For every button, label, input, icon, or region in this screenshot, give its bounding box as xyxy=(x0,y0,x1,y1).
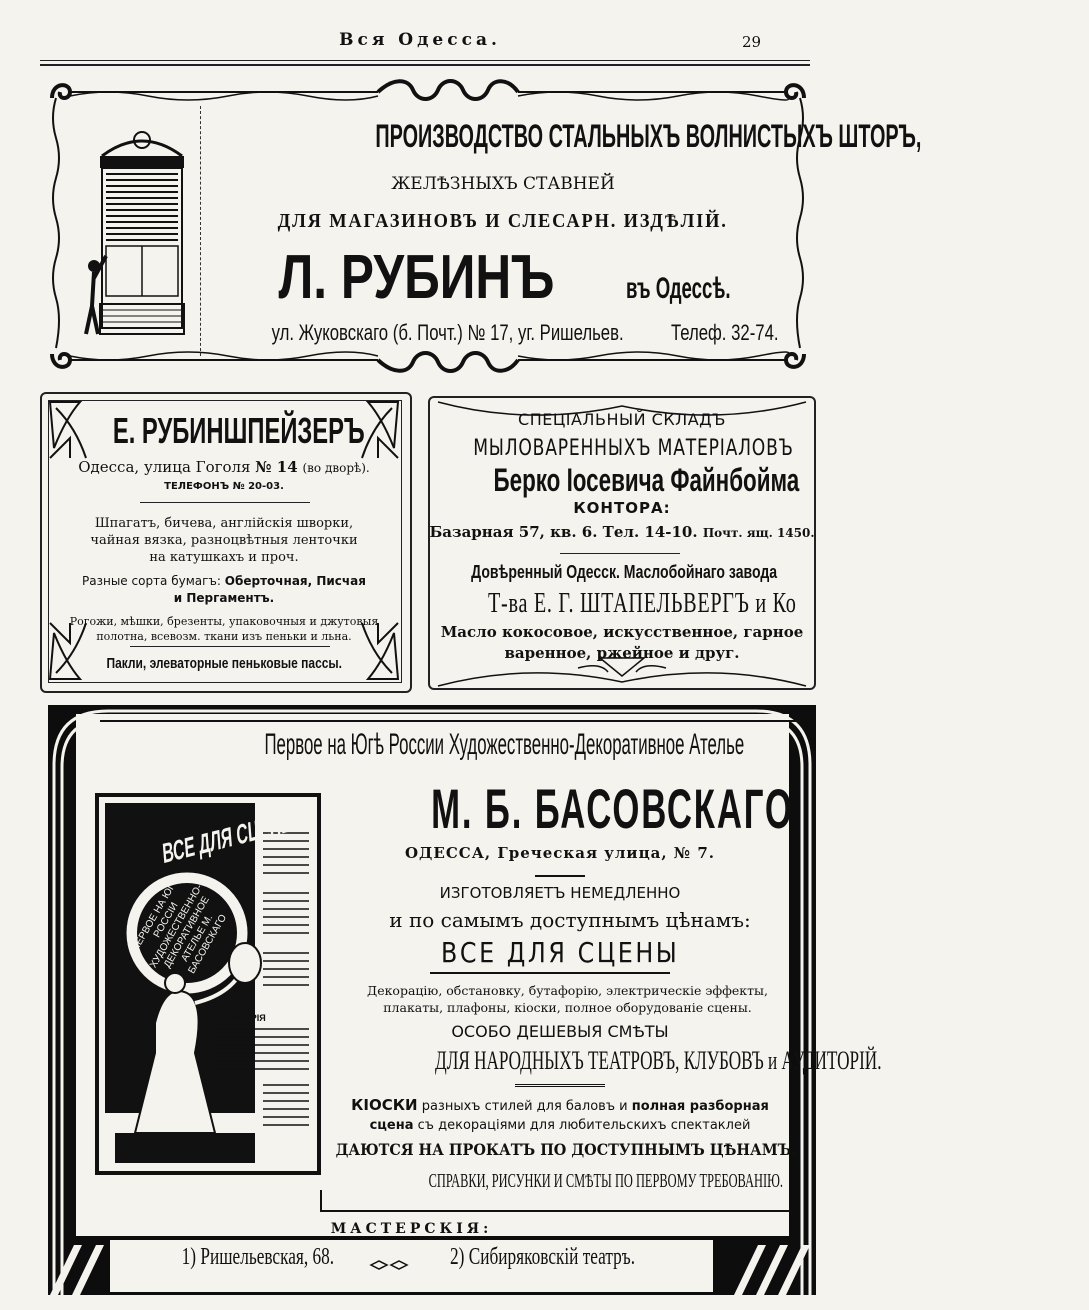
ornament-divider xyxy=(369,1255,409,1265)
page-running-title: Вся Одесса. xyxy=(339,30,501,50)
rubinshpeiser-phone: ТЕЛЕФОНЪ № 20-03. xyxy=(164,481,284,492)
divider xyxy=(100,720,800,722)
basovsky-theaters: ДЛЯ НАРОДНЫХЪ ТЕАТРОВЪ, КЛУБОВЪ и АУДИТОРІЙ. xyxy=(435,1046,882,1075)
rubin-line2: ЖЕЛѢЗНЫХЪ СТАВНЕЙ xyxy=(391,174,615,194)
workshops-label: МАСТЕРСКІЯ: xyxy=(330,1221,493,1237)
page-number: 29 xyxy=(742,33,762,51)
rubin-line3: ДЛЯ МАГАЗИНОВЪ И СЛЕСАРН. ИЗДѢЛІЙ. xyxy=(277,210,729,232)
feinboim-oils xyxy=(428,622,816,664)
divider xyxy=(535,875,585,877)
stage-poster-illustration xyxy=(95,793,321,1175)
oils-line2: варенное, ржейное и друг. xyxy=(504,644,740,662)
rubinshpeiser-name: Е. РУБИНШПЕЙЗЕРЪ xyxy=(112,410,365,451)
feinboim-name: Берко Іосевича Файнбойма xyxy=(493,462,800,498)
basovsky-slogan: ВСЕ ДЛЯ СЦЕНЫ xyxy=(440,936,680,969)
feinboim-office-address: Базарная 57, кв. 6. Тел. 14-10. Почт. ящ. 1450. xyxy=(429,523,815,541)
divider xyxy=(430,972,670,974)
divider xyxy=(320,1190,322,1212)
feinboim-line2: МЫЛОВАРЕННЫХЪ МАТЕРІАЛОВЪ xyxy=(473,436,794,461)
divider xyxy=(130,646,330,647)
goods3-line1: Рогожи, мѣшки, брезенты, упаковочныя и джутовыя xyxy=(69,615,379,628)
basovsky-makes-line1: ИЗГОТОВЛЯЕТЪ НЕМЕДЛЕННО xyxy=(439,884,681,902)
poster-title: ВСЕ ДЛЯ СЦЕНЫ! xyxy=(161,803,303,870)
rubin-address-line: ул. Жуковскаго (б. Почт.) № 17, уг. Ришельев. Телеф. 32-74. xyxy=(271,320,779,345)
rubin-name-line: Л. РУБИНЪ въ Одессѣ. xyxy=(278,243,731,312)
goods1-line1: Шпагатъ, бичева, англійскія шворки, xyxy=(94,516,354,531)
rubinshpeiser-goods3 xyxy=(48,614,400,644)
basovsky-kiosks: КІОСКИ разныхъ стилей для баловъ и полная разборная сцена съ декораціями для любительскихъ спектаклей xyxy=(351,1096,769,1133)
goods3-line2: полотна, всевозм. ткани изъ пеньки и льна. xyxy=(96,630,352,643)
feinboim-line1: СПЕЦІАЛЬНЫЙ СКЛАДЪ xyxy=(518,410,726,429)
ornament-top xyxy=(48,76,808,106)
basovsky-rent: ДАЮТСЯ НА ПРОКАТЪ ПО ДОСТУПНЫМЪ ЦѢНАМЪ. xyxy=(335,1140,797,1159)
ad-rubin xyxy=(48,76,922,376)
rubinshpeiser-goods2: Разные сорта бумагъ: Оберточная, Писчая и Пергаментъ. xyxy=(82,574,366,605)
header-rule xyxy=(40,60,810,61)
ornament-left xyxy=(48,98,64,348)
rubin-line1: ПРОИЗВОДСТВО СТАЛЬНЫХЪ ВОЛНИСТЫХЪ ШТОРЪ, xyxy=(375,118,922,154)
shutter-illustration xyxy=(72,116,212,346)
divider xyxy=(320,1210,790,1212)
divider xyxy=(515,1084,605,1087)
basovsky-items xyxy=(335,982,800,1016)
vertical-divider xyxy=(200,106,201,356)
rubinshpeiser-goods4: Пакли, элеваторные пеньковые пассы. xyxy=(106,655,342,672)
basovsky-makes-line2: и по самымъ доступнымъ цѣнамъ: xyxy=(389,908,751,932)
oils-line1: Масло кокосовое, искусственное, гарное xyxy=(440,623,804,641)
poster-subtitle: ПЕРВОЕ НА ЮГѢ РОССІИ ХУДОЖЕСТВЕННО-ДЕКОРАТИВНОЕ АТЕЛЬЕ М. БАСОВСКАГО xyxy=(130,875,230,976)
feinboim-company: Т-ва Е. Г. ШТАПЕЛЬВЕРГЪ и Ко xyxy=(488,588,797,619)
divider xyxy=(560,553,680,554)
workshop-2: 2) Сибиряковскій театръ. xyxy=(449,1244,635,1270)
basovsky-info: СПРАВКИ, РИСУНКИ И СМѢТЫ ПО ПЕРВОМУ ТРЕБОВАНІЮ. xyxy=(428,1170,783,1192)
goods1-line2: чайная вязка, разноцвѣтныя ленточки xyxy=(90,533,358,548)
header-rule-double xyxy=(40,64,810,66)
feinboim-office-label: КОНТОРА: xyxy=(573,499,671,517)
items-line1: Декорацію, обстановку, бутафорію, электрическіе эффекты, xyxy=(367,983,768,998)
basovsky-headline: Первое на Югѣ России Художественно-Декоративное Ателье xyxy=(264,728,745,761)
feinboim-rep: Довѣренный Одесск. Маслобойнаго завода xyxy=(471,562,778,582)
basovsky-name: М. Б. БАСОВСКАГО xyxy=(431,777,794,840)
rubinshpeiser-address: Одесса, улица Гоголя № 14 (во дворѣ). xyxy=(78,458,370,476)
workshop-1: 1) Ришельевская, 68. xyxy=(181,1244,335,1270)
poster-bottom-label: БУТАФОРІЯ xyxy=(213,1013,266,1023)
goods1-line3: на катушкахъ и проч. xyxy=(149,550,299,565)
items-line2: плакаты, плафоны, кіоски, полное оборудованіе сцены. xyxy=(383,1000,752,1015)
basovsky-address: ОДЕССА, Греческая улица, № 7. xyxy=(404,844,715,862)
workshops-list xyxy=(110,1244,713,1271)
divider xyxy=(140,502,310,503)
ornament-bottom xyxy=(48,346,808,376)
rubinshpeiser-goods1 xyxy=(48,515,400,566)
basovsky-cheap: ОСОБО ДЕШЕВЫЯ СМѢТЫ xyxy=(451,1022,669,1041)
